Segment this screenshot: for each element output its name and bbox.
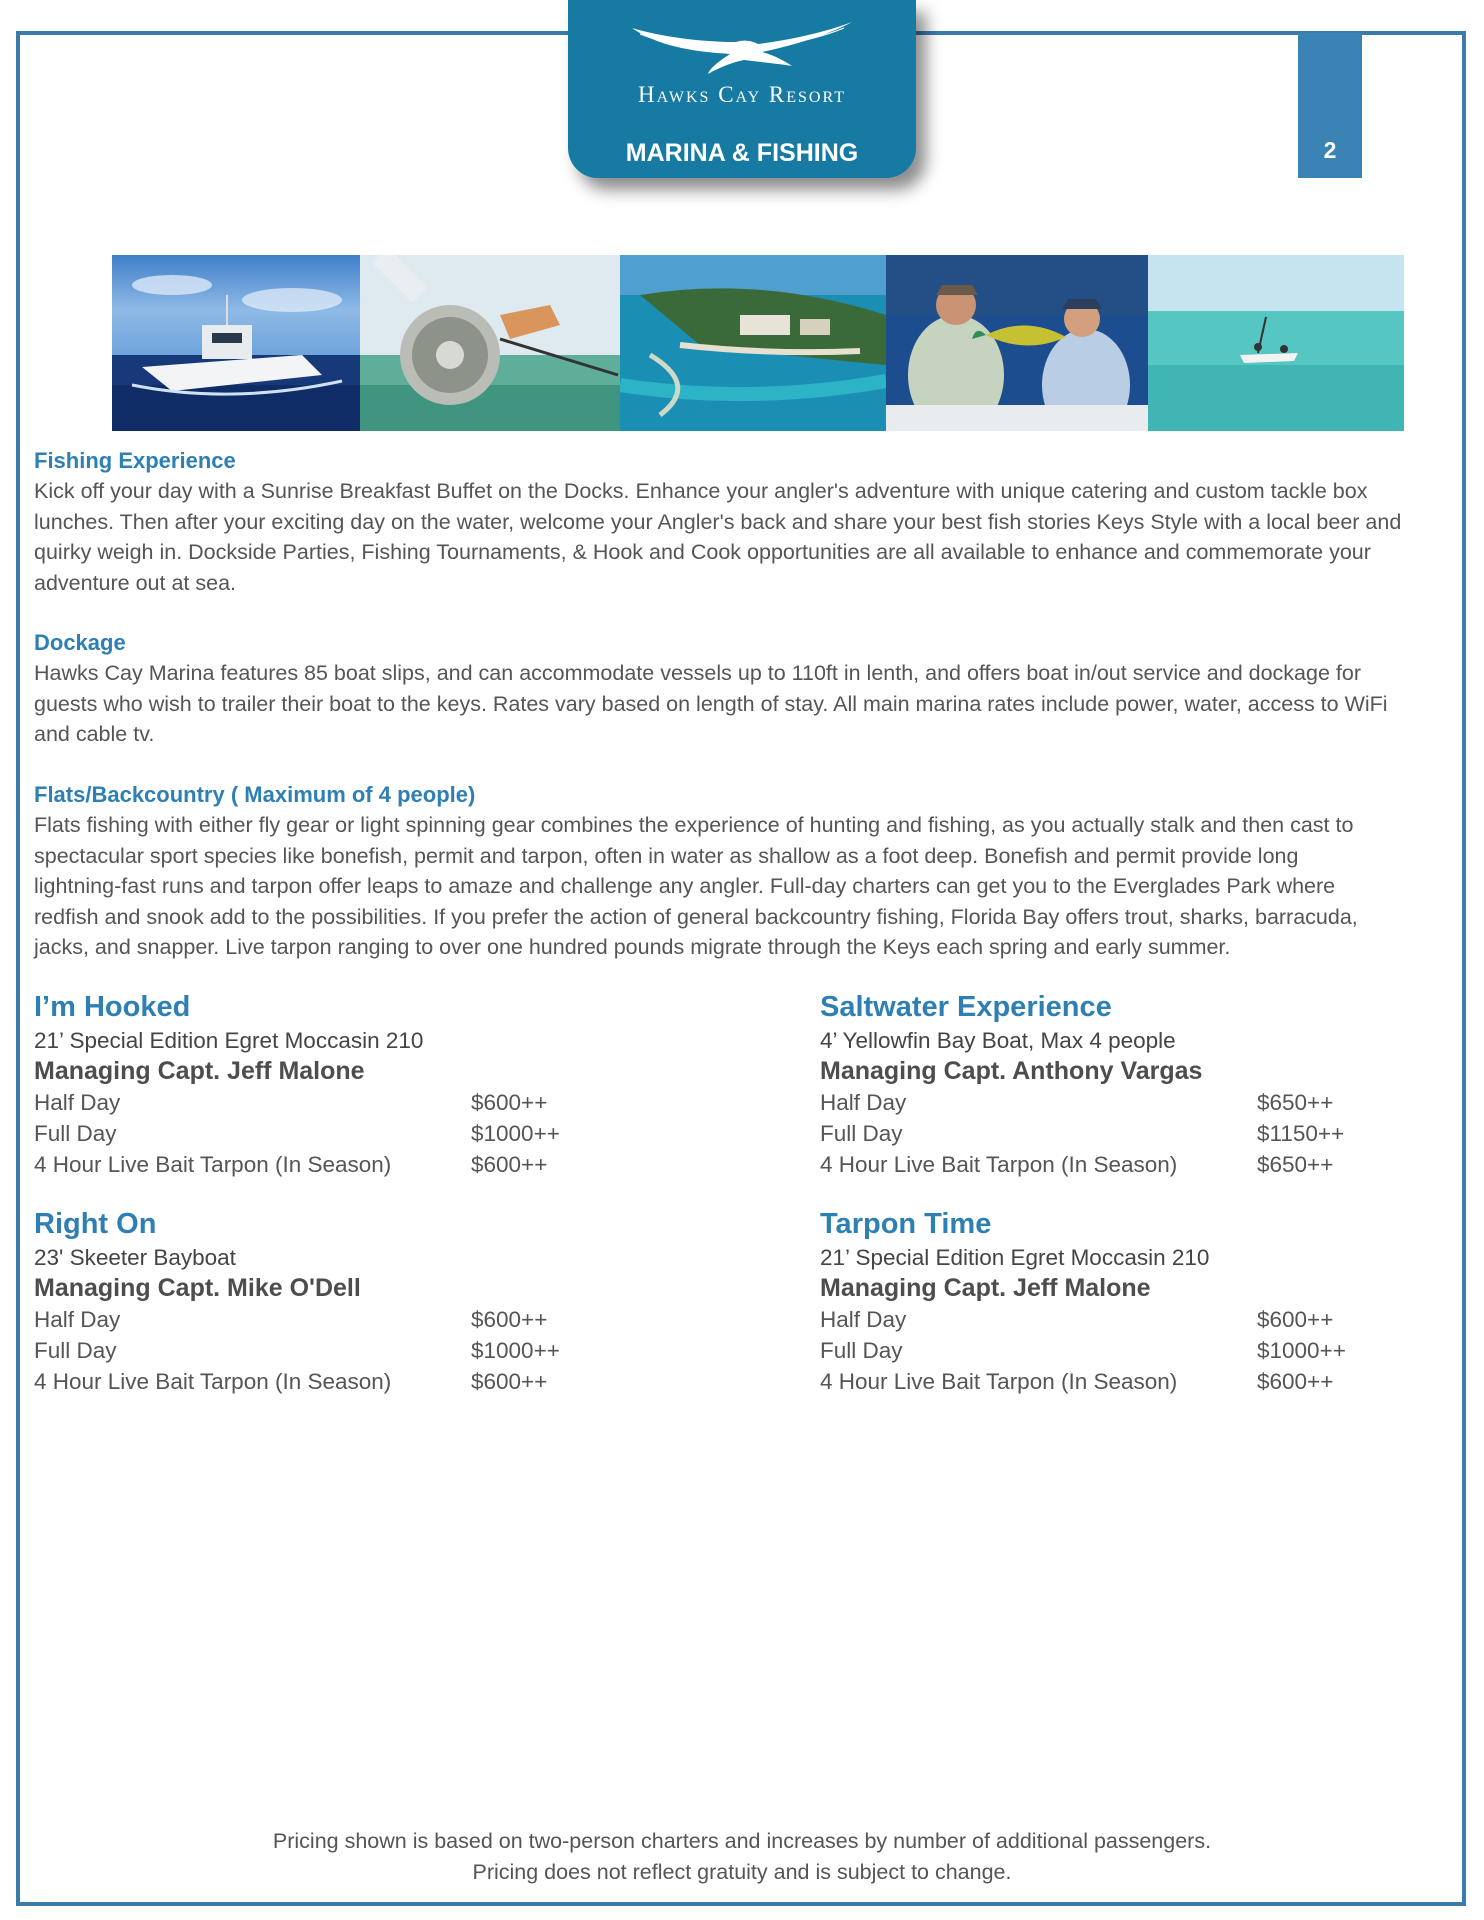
dockage-section xyxy=(34,628,1454,750)
rate-price: $650++ xyxy=(1257,1090,1334,1115)
charter-name: Right On xyxy=(34,1208,157,1240)
rate-price: $1000++ xyxy=(471,1338,560,1363)
charter-boat: 21’ Special Edition Egret Moccasin 210 xyxy=(34,1028,424,1053)
charter-name: Tarpon Time xyxy=(820,1208,992,1240)
charter-captain: Managing Capt. Mike O'Dell xyxy=(34,1274,361,1302)
charter-im-hooked xyxy=(34,989,654,1180)
rate-label: Full Day xyxy=(820,1121,903,1146)
photo-aerial-resort xyxy=(620,255,886,431)
rate-price: $600++ xyxy=(1257,1369,1334,1394)
page-number xyxy=(1298,33,1362,178)
rate-label: Full Day xyxy=(34,1121,117,1146)
charter-captain: Managing Capt. Jeff Malone xyxy=(820,1274,1151,1302)
rate-row xyxy=(820,1118,1440,1149)
rate-label: Half Day xyxy=(34,1307,121,1332)
charter-boat: 23' Skeeter Bayboat xyxy=(34,1245,236,1270)
text-line: adventure out at sea. xyxy=(34,570,237,595)
flats-backcountry-text xyxy=(34,810,1454,963)
rate-label: 4 Hour Live Bait Tarpon (In Season) xyxy=(820,1369,1178,1394)
photo-fly-reel xyxy=(360,255,620,431)
hawk-logo-icon xyxy=(630,18,854,78)
pricing-footnote xyxy=(0,1826,1484,1888)
charter-boat: 21’ Special Edition Egret Moccasin 210 xyxy=(820,1245,1210,1270)
text-line: Kick off your day with a Sunrise Breakfast Buffet on the Docks. Enhance your angler's adventure with unique catering and custom tackle box xyxy=(34,479,1368,503)
charter-captain: Managing Capt. Anthony Vargas xyxy=(820,1057,1203,1085)
rate-label: Half Day xyxy=(820,1090,907,1115)
rate-row xyxy=(34,1118,654,1149)
charter-right-on xyxy=(34,1206,654,1397)
rate-row xyxy=(820,1149,1440,1180)
charter-boat: 4’ Yellowfin Bay Boat, Max 4 people xyxy=(820,1028,1176,1053)
rate-label: 4 Hour Live Bait Tarpon (In Season) xyxy=(34,1369,392,1394)
rate-price: $600++ xyxy=(471,1369,548,1394)
rate-row xyxy=(34,1304,654,1335)
fishing-experience-section xyxy=(34,446,1454,598)
fishing-experience-title: Fishing Experience xyxy=(34,448,236,473)
rate-price: $600++ xyxy=(471,1090,548,1115)
photo-flats-skiff xyxy=(1148,255,1404,431)
rate-price: $1150++ xyxy=(1257,1121,1345,1146)
rate-label: Half Day xyxy=(820,1307,907,1332)
text-line: Flats fishing with either fly gear or light spinning gear combines the experience of hunting and fishing, as you actually stalk and then cast to xyxy=(34,813,1354,837)
rate-price: $600++ xyxy=(1257,1307,1334,1332)
rate-label: Half Day xyxy=(34,1090,121,1115)
rate-row xyxy=(820,1366,1440,1397)
rate-label: 4 Hour Live Bait Tarpon (In Season) xyxy=(820,1152,1178,1177)
page-number-text: 2 xyxy=(1323,137,1337,163)
rate-price: $650++ xyxy=(1257,1152,1334,1177)
rate-label: Full Day xyxy=(820,1338,903,1363)
section-title: MARINA & FISHING xyxy=(625,139,859,167)
dockage-text xyxy=(34,658,1454,750)
text-line: Hawks Cay Marina features 85 boat slips, and can accommodate vessels up to 110ft in lenth, and offers boat in/out service and dockage for xyxy=(34,661,1361,685)
photo-sport-fishing-boat xyxy=(112,255,360,431)
text-line: jacks, and snapper. Live tarpon ranging to over one hundred pounds migrate through the Keys each spring and early summer. xyxy=(34,935,1231,959)
footnote-line: Pricing shown is based on two-person charters and increases by number of additional passengers. xyxy=(272,1829,1212,1853)
fishing-experience-text xyxy=(34,476,1454,598)
rate-price: $600++ xyxy=(471,1307,548,1332)
rate-label: Full Day xyxy=(34,1338,117,1363)
rate-row xyxy=(34,1366,654,1397)
rate-price: $1000++ xyxy=(471,1121,560,1146)
photo-anglers-with-mahi xyxy=(886,255,1148,431)
charter-saltwater-experience xyxy=(820,989,1440,1180)
rate-row xyxy=(820,1087,1440,1118)
text-line: redfish and snook add to the possibilities. If you prefer the action of general backcountry fishing, Florida Bay offers trout, sharks, barracuda, xyxy=(34,904,1358,929)
rate-row xyxy=(34,1087,654,1118)
dockage-title: Dockage xyxy=(34,630,126,655)
charter-name: Saltwater Experience xyxy=(820,991,1112,1023)
brand-name: Hawks Cay Resort xyxy=(638,82,846,107)
rate-row xyxy=(820,1304,1440,1335)
text-line: and cable tv. xyxy=(34,722,155,746)
charter-captain: Managing Capt. Jeff Malone xyxy=(34,1057,365,1085)
text-line: spectacular sport species like bonefish, permit and tarpon, often in water as shallow as a foot deep. Bonefish and permit provide long xyxy=(34,843,1299,868)
footnote-line: Pricing does not reflect gratuity and is subject to change. xyxy=(472,1860,1012,1884)
rate-row xyxy=(34,1149,654,1180)
charter-tarpon-time xyxy=(820,1206,1440,1397)
flats-backcountry-section xyxy=(34,780,1454,963)
flats-backcountry-title: Flats/Backcountry ( Maximum of 4 people) xyxy=(34,782,476,807)
text-line: lunches. Then after your exciting day on the water, welcome your Angler's back and share your best fish stories Keys Style with a local beer and xyxy=(34,509,1402,534)
rate-row xyxy=(34,1335,654,1366)
text-line: lightning-fast runs and tarpon offer leaps to amaze and challenge any angler. Full-day charters can get you to the Everglades Park where xyxy=(34,874,1336,898)
rate-price: $600++ xyxy=(471,1152,548,1177)
rate-price: $1000++ xyxy=(1257,1338,1346,1363)
charter-name: I’m Hooked xyxy=(34,991,191,1023)
photo-strip xyxy=(112,255,1404,431)
text-line: guests who wish to trailer their boat to the keys. Rates vary based on length of stay. All main marina rates include power, water, access to WiFi xyxy=(34,691,1388,716)
rate-label: 4 Hour Live Bait Tarpon (In Season) xyxy=(34,1152,392,1177)
text-line: quirky weigh in. Dockside Parties, Fishing Tournaments, & Hook and Cook opportunities are all available to enhance and commemorate your xyxy=(34,540,1371,564)
rate-row xyxy=(820,1335,1440,1366)
header-tab xyxy=(568,0,916,178)
